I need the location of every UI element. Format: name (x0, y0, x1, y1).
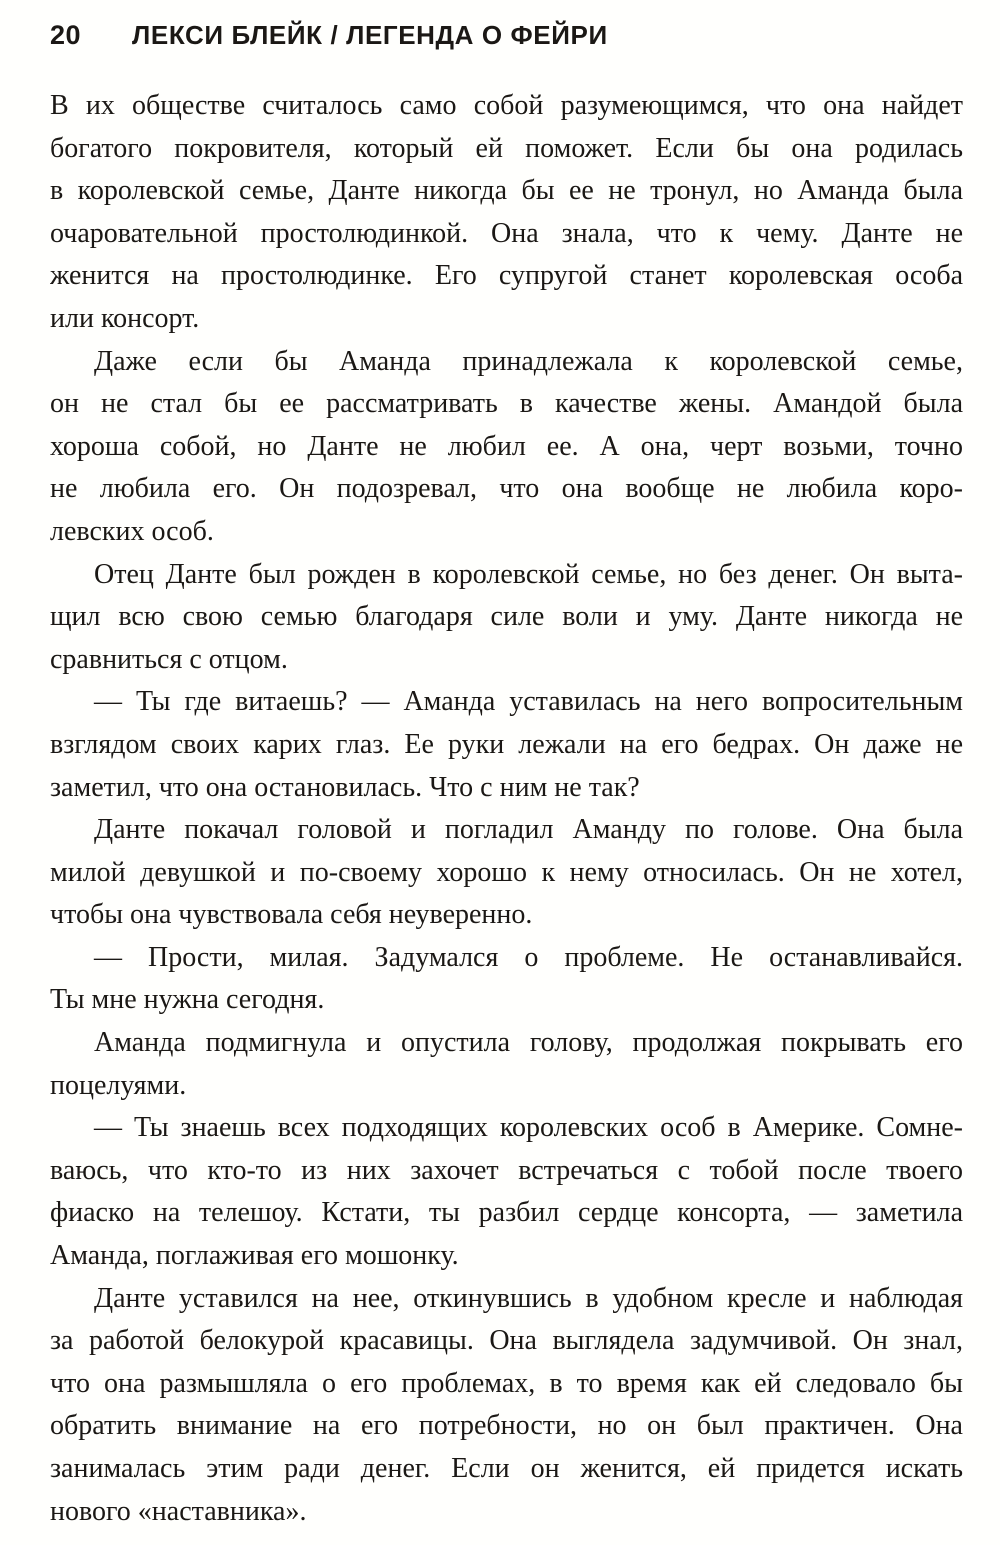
text-line: за работой белокурой красавицы. Она выглядела задумчивой. Он знал, (50, 1325, 963, 1357)
text-line: Данте уставился на нее, откинувшись в удобном кресле и наблюдая (94, 1282, 963, 1314)
paragraph (50, 681, 963, 809)
text-line: — Ты знаешь всех подходящих королевских особ в Америке. Сомне- (94, 1112, 963, 1144)
paragraph (50, 937, 963, 1022)
running-title: ЛЕКСИ БЛЕЙК / ЛЕГЕНДА О ФЕЙРИ (132, 20, 608, 50)
text-line: Аманда подмигнула и опустила голову, продолжая покрывать его (94, 1027, 963, 1059)
text-line: Ты мне нужна сегодня. (50, 984, 325, 1016)
paragraph (50, 1278, 963, 1534)
text-line: Данте покачал головой и погладил Аманду по голове. Она была (94, 814, 963, 846)
text-line: заметил, что она остановилась. Что с ним не так? (50, 771, 640, 803)
page-number: 20 (50, 20, 82, 50)
text-line: щил всю свою семью благодаря силе воли и уму. Данте никогда не (50, 601, 963, 633)
text-line: Аманда, поглаживая его мошонку. (50, 1240, 459, 1272)
page-header (0, 0, 1000, 49)
text-line: — Ты где витаешь? — Аманда уставилась на него вопросительным (94, 686, 963, 718)
text-line: Даже если бы Аманда принадлежала к королевской семье, (94, 345, 963, 377)
text-line: в королевской семье, Данте никогда бы ее не тронул, но Аманда была (50, 175, 963, 207)
paragraph (50, 809, 963, 937)
paragraph (50, 341, 963, 554)
text-line: взглядом своих карих глаз. Ее руки лежали на его бедрах. Он даже не (50, 728, 963, 760)
text-line: Отец Данте был рожден в королевской семье, но без денег. Он выта- (94, 558, 963, 590)
paragraph (50, 1107, 963, 1277)
text-line: женится на простолюдинке. Его супругой станет королевская особа (50, 260, 963, 292)
text-line: фиаско на телешоу. Кстати, ты разбил сердце консорта, — заметила (50, 1197, 963, 1229)
text-line: или консорт. (50, 302, 200, 334)
text-line: богатого покровителя, который ей поможет. Если бы она родилась (50, 132, 963, 164)
text-line: нового «наставника». (50, 1495, 307, 1527)
text-line: левских особ. (50, 515, 214, 547)
text-line: ваюсь, что кто-то из них захочет встречаться с тобой после твоего (50, 1154, 963, 1186)
text-line: сравниться с отцом. (50, 643, 288, 675)
text-line: обратить внимание на его потребности, но он был практичен. Она (50, 1410, 963, 1442)
text-line: он не стал бы ее рассматривать в качестве жены. Амандой была (50, 388, 963, 420)
paragraph (50, 554, 963, 682)
text-line: чтобы она чувствовала себя неуверенно. (50, 899, 533, 931)
text-line: что она размышляла о его проблемах, в то время как ей следовало бы (50, 1367, 963, 1399)
body-text (50, 85, 963, 1533)
text-line: не любила его. Он подозревал, что она вообще не любила коро- (50, 473, 963, 505)
paragraph (50, 1022, 963, 1107)
text-line: занималась этим ради денег. Если он женится, ей придется искать (50, 1453, 963, 1484)
text-line: милой девушкой и по-своему хорошо к нему относилась. Он не хотел, (50, 856, 963, 888)
text-line: очаровательной простолюдинкой. Она знала, что к чему. Данте не (50, 217, 963, 249)
text-line: — Прости, милая. Задумался о проблеме. Не останавливайся. (94, 941, 963, 973)
text-line: В их обществе считалось само собой разумеющимся, что она найдет (50, 90, 963, 121)
text-line: хороша собой, но Данте не любил ее. А она, черт возьми, точно (50, 430, 963, 462)
text-line: поцелуями. (50, 1069, 187, 1101)
paragraph (50, 85, 963, 341)
